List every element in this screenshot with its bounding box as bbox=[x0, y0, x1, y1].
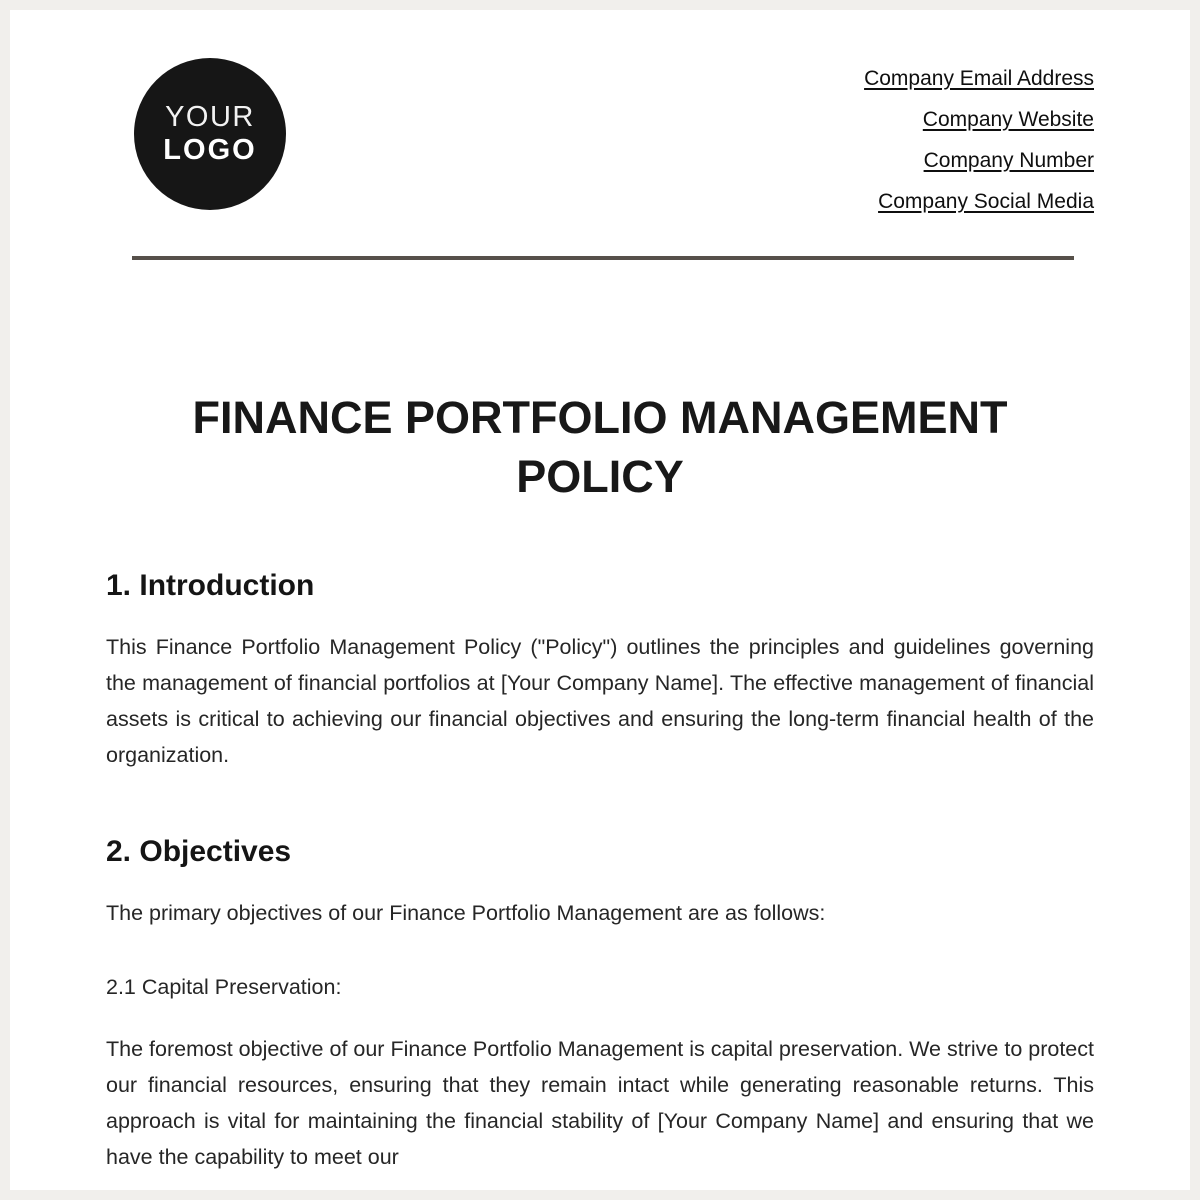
logo-text-your: YOUR bbox=[165, 100, 255, 133]
header-links bbox=[864, 58, 1094, 222]
document-page bbox=[10, 10, 1190, 1190]
objectives-intro-paragraph: The primary objectives of our Finance Portfolio Management are as follows: bbox=[106, 900, 826, 925]
capital-preservation-paragraph: The foremost objective of our Finance Portfolio Management is capital preservation. We strive to protect our financial resources, ensuring that they remain intact while generating reasonable returns. This approach is vital for maintaining the financial stability of [Your Company Name] and ensuring that we have the capability to meet our bbox=[106, 1036, 1094, 1169]
section-heading-objectives: 2. Objectives bbox=[106, 834, 292, 868]
document-body bbox=[106, 388, 1094, 1175]
logo-text-logo: LOGO bbox=[163, 134, 257, 166]
company-website-link[interactable]: Company Website bbox=[922, 108, 1094, 131]
company-number-link[interactable]: Company Number bbox=[923, 149, 1094, 172]
section-heading-introduction: 1. Introduction bbox=[106, 568, 315, 602]
document-title: FINANCE PORTFOLIO MANAGEMENT POLICY bbox=[192, 392, 1008, 503]
introduction-paragraph: This Finance Portfolio Management Policy ("Policy") outlines the principles and guidelines governing the management of financial portfolios at [Your Company Name]. The effective management of financial assets is critical to achieving our financial objectives and ensuring the long-term financial health of the organization. bbox=[106, 634, 1094, 767]
document-header bbox=[106, 56, 1094, 222]
header-divider bbox=[132, 256, 1074, 260]
company-social-media-link[interactable]: Company Social Media bbox=[878, 190, 1094, 213]
company-email-link[interactable]: Company Email Address bbox=[864, 67, 1094, 90]
company-logo bbox=[134, 58, 286, 210]
subsection-label-capital-preservation: 2.1 Capital Preservation: bbox=[106, 974, 342, 999]
